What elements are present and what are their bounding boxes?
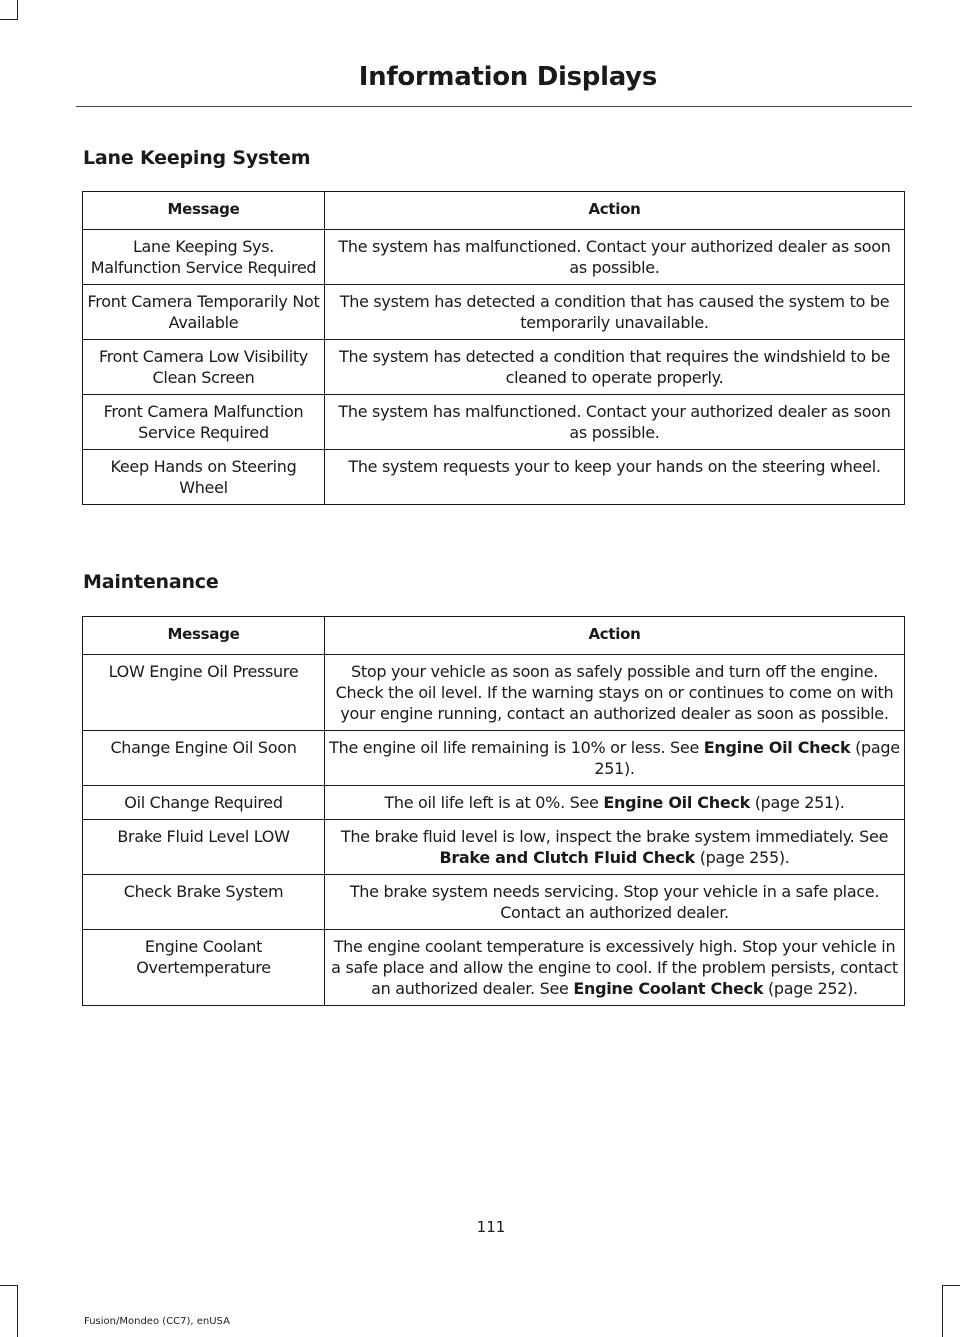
action-cell: [325, 285, 905, 340]
cross-reference-link[interactable]: Engine Oil Check: [703, 738, 851, 757]
action-cell: [325, 230, 905, 285]
action-text: The engine oil life remaining is 10% or less. See: [329, 738, 704, 757]
action-cell: [325, 450, 905, 505]
action-text: The system has detected a condition that has caused the system to be temporarily unavailable.: [339, 292, 890, 332]
table-row: [83, 340, 905, 395]
action-cell: [325, 875, 905, 930]
table-row: [83, 875, 905, 930]
action-cell: [325, 820, 905, 875]
action-text: (page 251).: [594, 738, 900, 778]
action-text: The oil life left is at 0%. See: [384, 793, 604, 812]
action-cell: [325, 786, 905, 820]
action-text: The brake system needs servicing. Stop your vehicle in a safe place. Contact an authorized dealer.: [349, 882, 880, 922]
table-body: [83, 230, 905, 505]
table-row: [83, 230, 905, 285]
cross-reference-link[interactable]: Brake and Clutch Fluid Check: [439, 848, 695, 867]
table-row: [83, 285, 905, 340]
maintenance-table: [82, 616, 905, 1006]
message-cell: Front Camera Low Visibility Clean Screen: [83, 340, 325, 395]
action-text: (page 251).: [749, 793, 845, 812]
cross-reference-link[interactable]: Engine Coolant Check: [573, 979, 764, 998]
action-text: The system requests your to keep your hands on the steering wheel.: [348, 457, 881, 476]
crop-mark: [0, 1285, 18, 1286]
message-cell: LOW Engine Oil Pressure: [83, 655, 325, 731]
action-cell: [325, 655, 905, 731]
table-header-row: [83, 192, 905, 230]
table-row: [83, 395, 905, 450]
message-cell: Check Brake System: [83, 875, 325, 930]
message-cell: Front Camera Temporarily Not Available: [83, 285, 325, 340]
action-cell: [325, 731, 905, 786]
action-cell: [325, 340, 905, 395]
action-text: (page 252).: [763, 979, 858, 998]
lane-keeping-table: [82, 191, 905, 505]
crop-mark: [17, 0, 18, 20]
table-row: [83, 930, 905, 1006]
table-row: [83, 820, 905, 875]
table-header-row: [83, 617, 905, 655]
message-cell: Engine Coolant Overtemperature: [83, 930, 325, 1006]
crop-mark: [0, 19, 18, 20]
footer-text: Fusion/Mondeo (CC7), enUSA: [84, 1316, 230, 1327]
action-text: The brake fluid level is low, inspect the brake system immediately. See: [340, 827, 889, 846]
message-cell: Lane Keeping Sys. Malfunction Service Required: [83, 230, 325, 285]
crop-mark: [942, 1285, 960, 1286]
action-text: The engine coolant temperature is excessively high. Stop your vehicle in a safe place and allow the engine to cool. If the problem persists, contact an authorized dealer. See: [331, 937, 898, 998]
crop-mark: [17, 1285, 18, 1337]
table-body: [83, 655, 905, 1006]
message-cell: Front Camera Malfunction Service Required: [83, 395, 325, 450]
action-text: Stop your vehicle as soon as safely possible and turn off the engine. Check the oil level. If the warning stays on or continues to come on with your engine running, contact an authorized dealer as soon as possible.: [335, 662, 894, 723]
crop-mark: [942, 1285, 943, 1337]
table-row: [83, 786, 905, 820]
page-number: 111: [476, 1218, 506, 1236]
column-header-message: Message: [83, 617, 325, 655]
action-text: (page 255).: [694, 848, 790, 867]
action-text: The system has malfunctioned. Contact your authorized dealer as soon as possible.: [338, 237, 891, 277]
action-cell: [325, 930, 905, 1006]
cross-reference-link[interactable]: Engine Oil Check: [603, 793, 750, 812]
message-cell: Brake Fluid Level LOW: [83, 820, 325, 875]
section-title-maintenance: Maintenance: [83, 571, 219, 593]
action-text: The system has malfunctioned. Contact your authorized dealer as soon as possible.: [338, 402, 891, 442]
message-cell: Keep Hands on Steering Wheel: [83, 450, 325, 505]
table-row: [83, 450, 905, 505]
column-header-action: Action: [325, 192, 905, 230]
action-text: The system has detected a condition that requires the windshield to be cleaned to operate properly.: [338, 347, 891, 387]
section-title-lane-keeping: Lane Keeping System: [83, 147, 311, 169]
page-header-title: Information Displays: [358, 62, 657, 92]
message-cell: Oil Change Required: [83, 786, 325, 820]
table-row: [83, 655, 905, 731]
header-divider: [76, 106, 912, 107]
column-header-action: Action: [325, 617, 905, 655]
column-header-message: Message: [83, 192, 325, 230]
message-cell: Change Engine Oil Soon: [83, 731, 325, 786]
table-row: [83, 731, 905, 786]
action-cell: [325, 395, 905, 450]
